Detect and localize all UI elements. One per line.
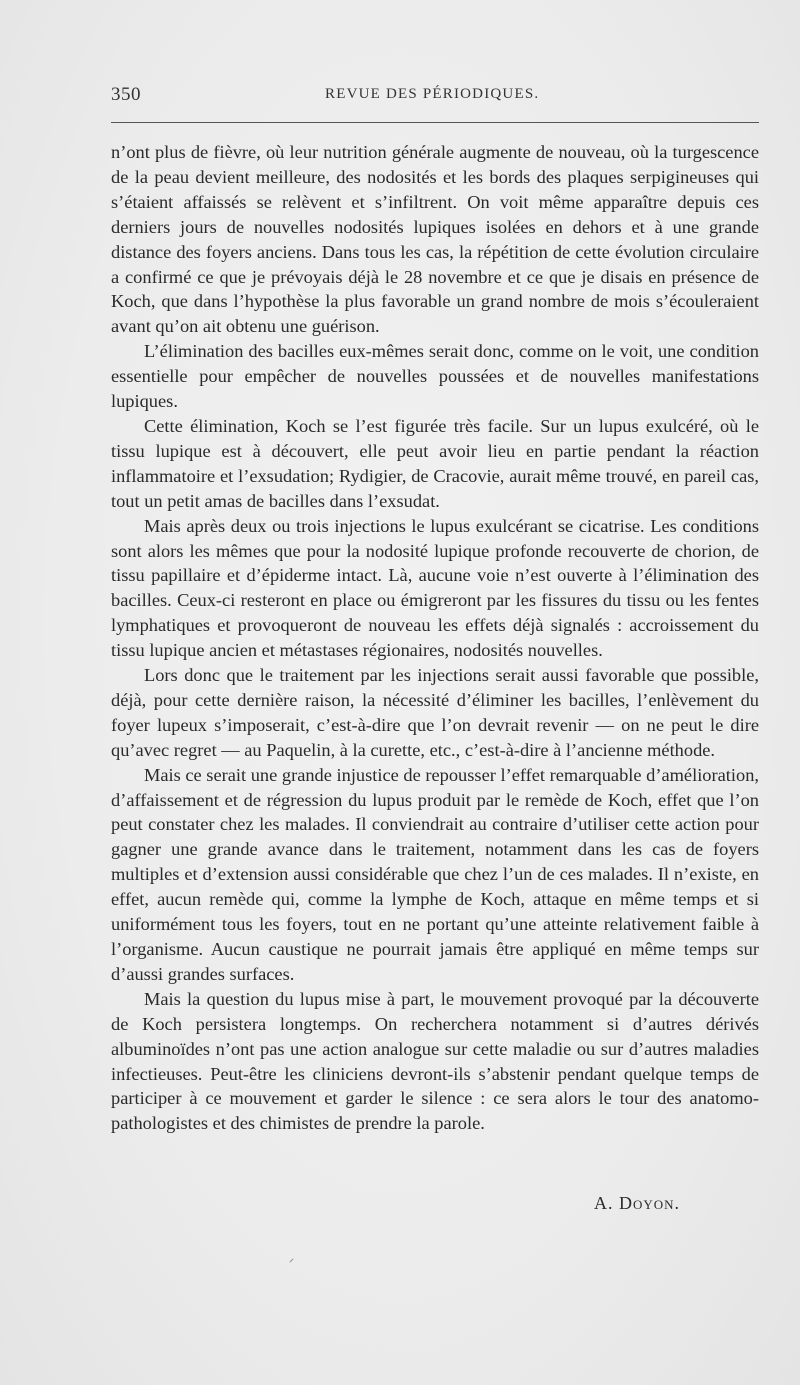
paper-speck: [289, 1258, 293, 1262]
author-initial: A.: [594, 1193, 614, 1213]
header-rule: [111, 122, 759, 123]
author-signature: [594, 1193, 680, 1214]
article-body: [111, 140, 759, 1136]
paragraph-2: L’élimination des bacilles eux-mêmes serait donc, comme on le voit, une condition essentielle pour empêcher de nouvelles poussées et de nouvelles manifestations lupiques.: [111, 341, 759, 412]
paragraph-7: Mais la question du lupus mise à part, le mouvement provoqué par la découverte de Koch persistera longtemps. On recherchera notamment si d’autres dérivés albuminoïdes n’ont pas une action analogue sur cette maladie ou sur d’autres maladies infectieuses. Peut-être les cliniciens devront-ils s’abstenir pendant quelque temps de participer à ce mouvement et garder le silence : ce sera alors le tour des anatomo-pathologistes et des chimistes de prendre la parole.: [111, 988, 759, 1134]
paragraph-5: Lors donc que le traitement par les injections serait aussi favorable que possible, déjà, pour cette dernière raison, la nécessité d’éliminer les bacilles, l’enlèvement du foyer lupeux s’imposerait, c’est-à-dire que l’on devrait revenir — on ne peut le dire qu’avec regret — au Paquelin, à la curette, etc., c’est-à-dire à l’ancienne méthode.: [111, 665, 759, 760]
running-title: REVUE DES PÉRIODIQUES.: [325, 86, 540, 102]
paragraph-6: Mais ce serait une grande injustice de repousser l’effet remarquable d’amélioration, d’affaissement et de régression du lupus produit par le remède de Koch, effet que l’on peut constater chez les malades. Il conviendrait au contraire d’utiliser cette action pour gagner une grande avance dans le traitement, notamment dans les cas de foyers multiples et d’extension aussi considérable que chez l’un de ces malades. Il n’existe, en effet, aucun remède qui, comme la lymphe de Koch, attaque en même temps et si uniformément tous les foyers, tout en ne portant qu’une atteinte relativement faible à l’organisme. Aucun caustique ne pourrait jamais être appliqué en même temps sur d’aussi grandes surfaces.: [111, 764, 759, 984]
paragraph-3: Cette élimination, Koch se l’est figurée très facile. Sur un lupus exulcéré, où le tissu lupique est à découvert, elle peut avoir lieu en partie pendant la réaction inflammatoire et l’exsudation; Rydigier, de Cracovie, aurait même trouvé, en pareil cas, tout un petit amas de bacilles dans l’exsudat.: [111, 415, 759, 511]
page-number: 350: [111, 84, 141, 105]
paragraph-4: Mais après deux ou trois injections le lupus exulcérant se cicatrise. Les conditions sont alors les mêmes que pour la nodosité lupique profonde recouverte de chorion, de tissu papillaire et d’épiderme intact. Là, aucune voie n’est ouverte à l’élimination des bacilles. Ceux-ci resteront en place ou émigreront par les fissures du tissu ou les fentes lymphatiques et provoqueront de nouveau les effets déjà signalés : accroissement du tissu lupique ancien et métastases régionaires, nodosités nouvelles.: [111, 515, 759, 661]
author-surname: Doyon.: [619, 1193, 681, 1213]
page-header: [111, 84, 759, 110]
paragraph-1: n’ont plus de fièvre, où leur nutrition générale augmente de nouveau, où la turgescence de la peau devient meilleure, des nodosités et les bords des plaques serpigineuses qui s’étaient affaissés se relèvent et s’infiltrent. On voit même apparaître depuis ces derniers jours de nouvelles nodosités lupiques isolées en dehors et à une grande distance des foyers anciens. Dans tous les cas, la répétition de cette évolution circulaire a confirmé ce que je prévoyais déjà le 28 novembre et ce que je disais en présence de Koch, que dans l’hypothèse la plus favorable un grand nombre de mois s’écouleraient avant qu’on ait obtenu une guérison.: [111, 142, 759, 337]
